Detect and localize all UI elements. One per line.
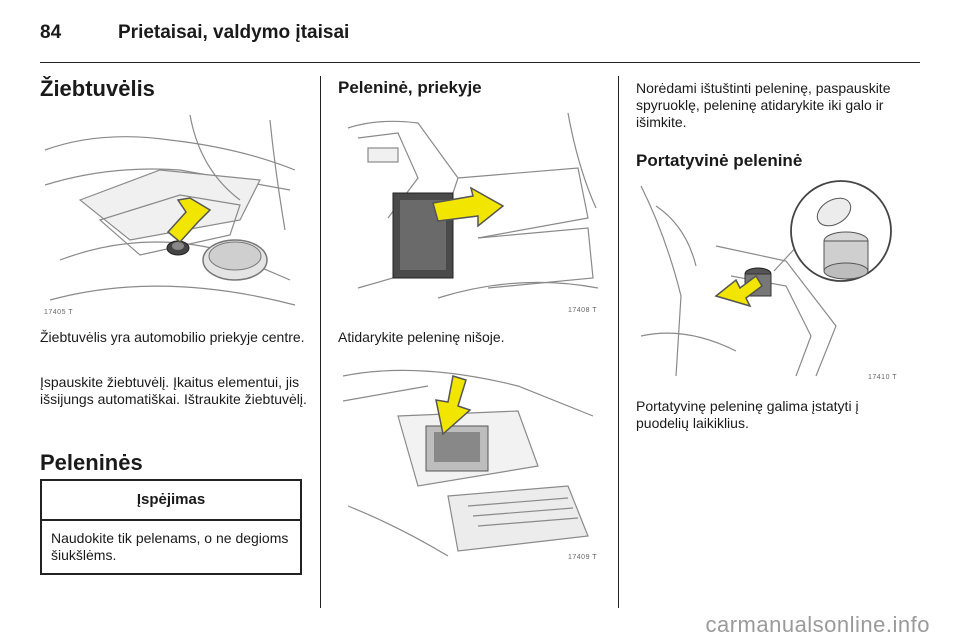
warning-text: Naudokite tik pelenams, o ne degioms šiukšlėms. xyxy=(51,530,289,563)
paragraph-empty-ashtray: Norėdami ištuštinti peleninę, paspauskite spyruoklę, peleninę atidarykite iki galo ir išimkite. xyxy=(636,80,891,130)
section-heading-front-ashtray: Peleninė, priekyje xyxy=(338,78,482,97)
paragraph-open-ashtray: Atidarykite peleninę nišoje. xyxy=(338,329,505,345)
column-divider-2 xyxy=(618,76,619,608)
column-divider-1 xyxy=(320,76,321,608)
figure-code: 17410 T xyxy=(868,374,898,381)
header-rule xyxy=(40,62,920,63)
figure-code: 17408 T xyxy=(568,307,598,314)
chapter-title: Prietaisai, valdymo įtaisai xyxy=(118,22,350,43)
figure-ashtray-open xyxy=(338,356,602,566)
paragraph-portable-ashtray: Portatyvinę peleninę galima įstatyti į puodelių laikiklius. xyxy=(636,398,859,431)
warning-title: Įspėjimas xyxy=(42,481,300,521)
paragraph-lighter-location: Žiebtuvėlis yra automobilio priekyje centre. xyxy=(40,329,305,345)
figure-portable-ashtray xyxy=(636,176,902,386)
figure-code: 17405 T xyxy=(44,309,74,316)
section-heading-cigarette-lighter: Žiebtuvėlis xyxy=(40,76,155,101)
figure-front-ashtray xyxy=(338,108,602,320)
section-heading-portable-ashtray: Portatyvinė peleninė xyxy=(636,151,803,170)
watermark: carmanualsonline.info xyxy=(705,612,930,637)
figure-cigarette-lighter xyxy=(40,110,302,320)
warning-box xyxy=(40,479,302,575)
paragraph-lighter-usage: Įspauskite žiebtuvėlį. Įkaitus elementui, jis išsijungs automatiškai. Ištraukite žiebtuvėlį. xyxy=(40,374,307,407)
figure-code: 17409 T xyxy=(568,554,598,561)
section-heading-ashtrays: Peleninės xyxy=(40,450,143,475)
page-number: 84 xyxy=(40,22,62,43)
